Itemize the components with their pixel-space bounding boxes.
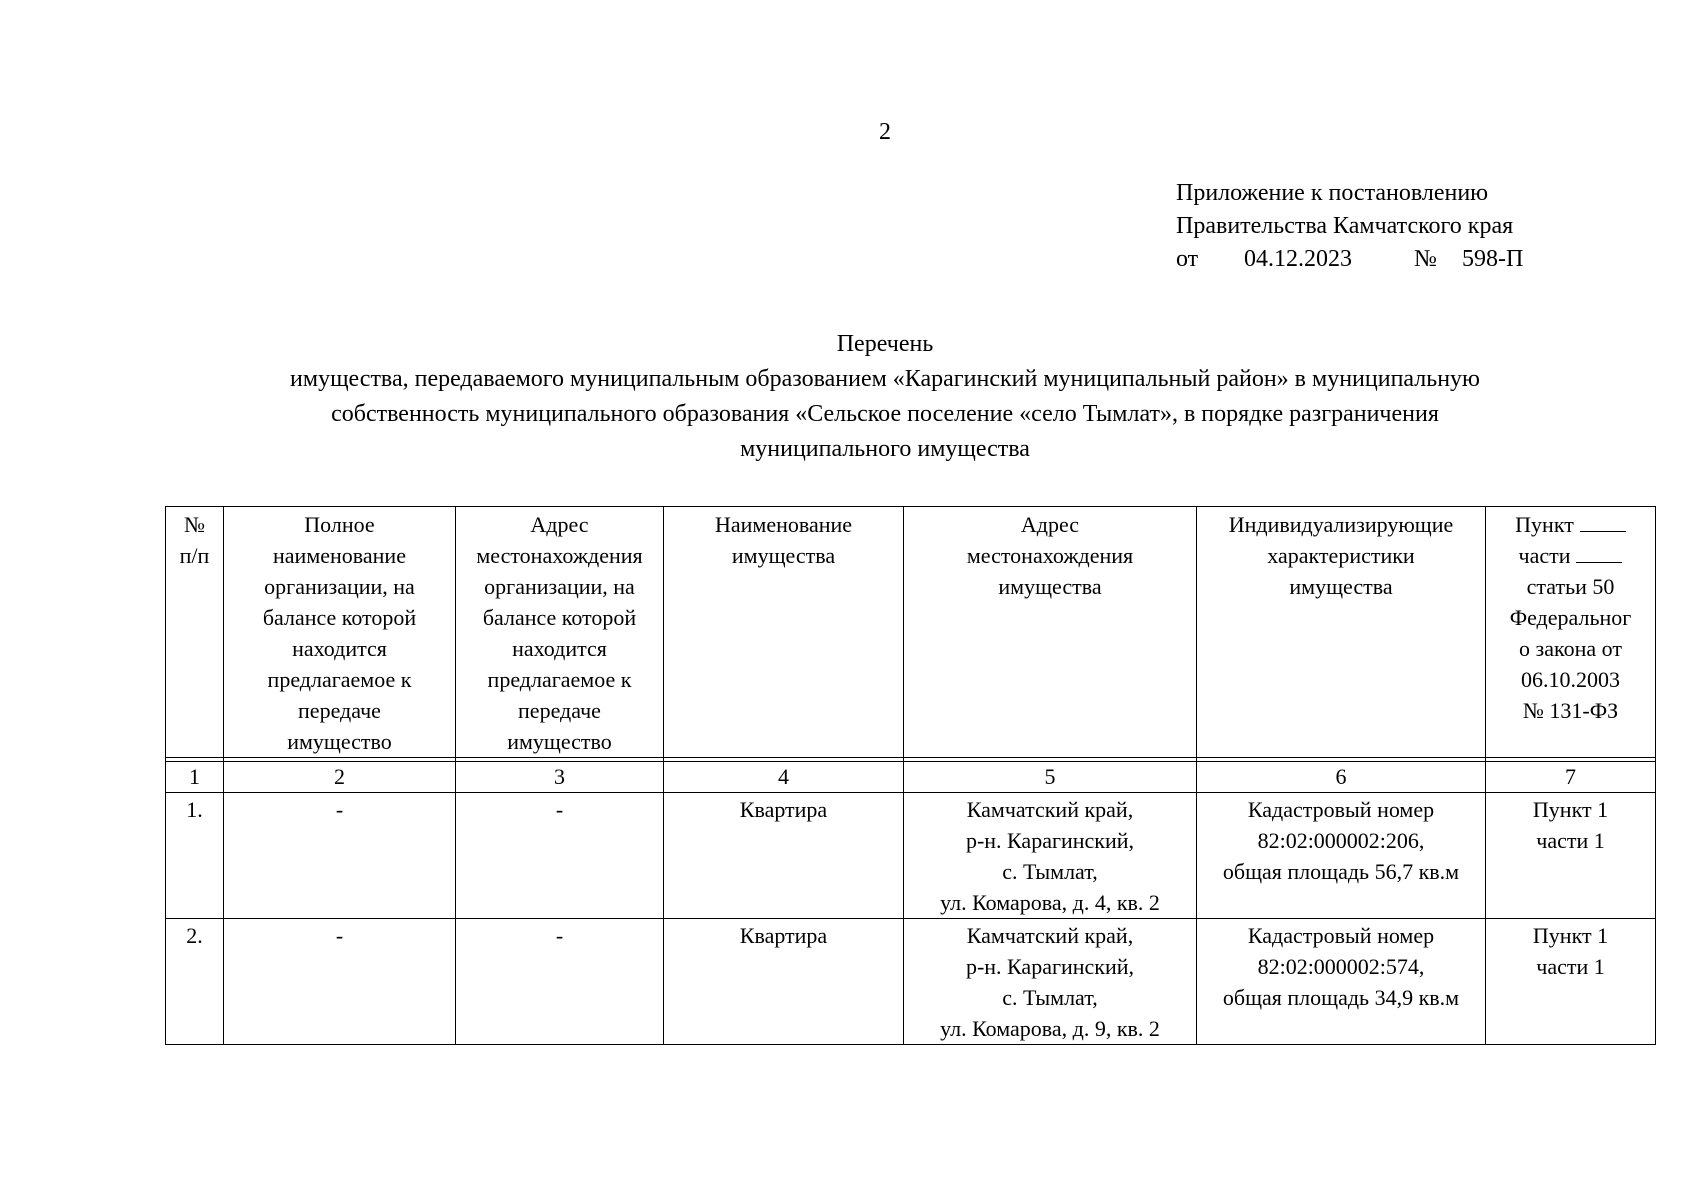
clause-cell: Пункт 1 части 1 bbox=[1486, 793, 1656, 919]
appendix-number-label: № bbox=[1414, 246, 1437, 272]
document-title bbox=[0, 327, 1697, 467]
header-cell-property-address: Адрес местонахождения имущества bbox=[904, 507, 1197, 758]
clause-cell: Пункт 1 части 1 bbox=[1486, 919, 1656, 1045]
column-number: 4 bbox=[664, 762, 904, 793]
column-number: 1 bbox=[166, 762, 224, 793]
header-cell-org-name: Полное наименование организации, на балансе которой находится предлагаемое к передаче имущество bbox=[224, 507, 456, 758]
table-row bbox=[166, 793, 1656, 919]
column-number: 7 bbox=[1486, 762, 1656, 793]
header-cell-property-name: Наименование имущества bbox=[664, 507, 904, 758]
row-number: 1. bbox=[166, 793, 224, 919]
column-number: 6 bbox=[1197, 762, 1486, 793]
characteristics-cell: Кадастровый номер 82:02:000002:574, общая площадь 34,9 кв.м bbox=[1197, 919, 1486, 1045]
appendix-from-label: от bbox=[1176, 246, 1199, 272]
column-numbers-row bbox=[166, 762, 1656, 793]
column-number: 2 bbox=[224, 762, 456, 793]
row-number: 2. bbox=[166, 919, 224, 1045]
blank-underline bbox=[1576, 542, 1622, 563]
title-line-1: Перечень bbox=[836, 331, 934, 357]
header-cell-characteristics: Индивидуализирующие характеристики имущества bbox=[1197, 507, 1486, 758]
title-line-3: собственность муниципального образования «Сельское поселение «село Тымлат», в порядке разграничения bbox=[331, 401, 1439, 427]
org-address-cell: - bbox=[456, 919, 664, 1045]
column-number: 5 bbox=[904, 762, 1197, 793]
property-address-cell: Камчатский край, р-н. Карагинский, с. Тымлат, ул. Комарова, д. 4, кв. 2 bbox=[904, 793, 1197, 919]
column-number: 3 bbox=[456, 762, 664, 793]
title-line-4: муниципального имущества bbox=[740, 436, 1030, 462]
header-cell-org-address: Адрес местонахождения организации, на балансе которой находится предлагаемое к передаче имущество bbox=[456, 507, 664, 758]
blank-underline bbox=[1580, 511, 1626, 532]
appendix-line-2: Правительства Камчатского края bbox=[1176, 213, 1514, 239]
header-cell-number: № п/п bbox=[166, 507, 224, 758]
table-row bbox=[166, 919, 1656, 1045]
page-number: 2 bbox=[879, 119, 891, 145]
property-name-cell: Квартира bbox=[664, 793, 904, 919]
title-line-2: имущества, передаваемого муниципальным образованием «Карагинский муниципальный район» в муниципальную bbox=[290, 366, 1480, 392]
appendix-line-1: Приложение к постановлению bbox=[1176, 180, 1489, 206]
property-table bbox=[165, 506, 1656, 1045]
org-address-cell: - bbox=[456, 793, 664, 919]
appendix-block bbox=[1176, 177, 1523, 276]
table-header-row bbox=[166, 507, 1656, 758]
header-cell-clause: Пункт части статьи 50 Федеральног о закона от 06.10.2003 № 131-ФЗ bbox=[1486, 507, 1656, 758]
org-name-cell: - bbox=[224, 919, 456, 1045]
property-address-cell: Камчатский край, р-н. Карагинский, с. Тымлат, ул. Комарова, д. 9, кв. 2 bbox=[904, 919, 1197, 1045]
appendix-date-line bbox=[1176, 243, 1523, 276]
appendix-number: 598-П bbox=[1462, 246, 1524, 272]
appendix-date: 04.12.2023 bbox=[1244, 246, 1352, 272]
characteristics-cell: Кадастровый номер 82:02:000002:206, общая площадь 56,7 кв.м bbox=[1197, 793, 1486, 919]
org-name-cell: - bbox=[224, 793, 456, 919]
property-name-cell: Квартира bbox=[664, 919, 904, 1045]
